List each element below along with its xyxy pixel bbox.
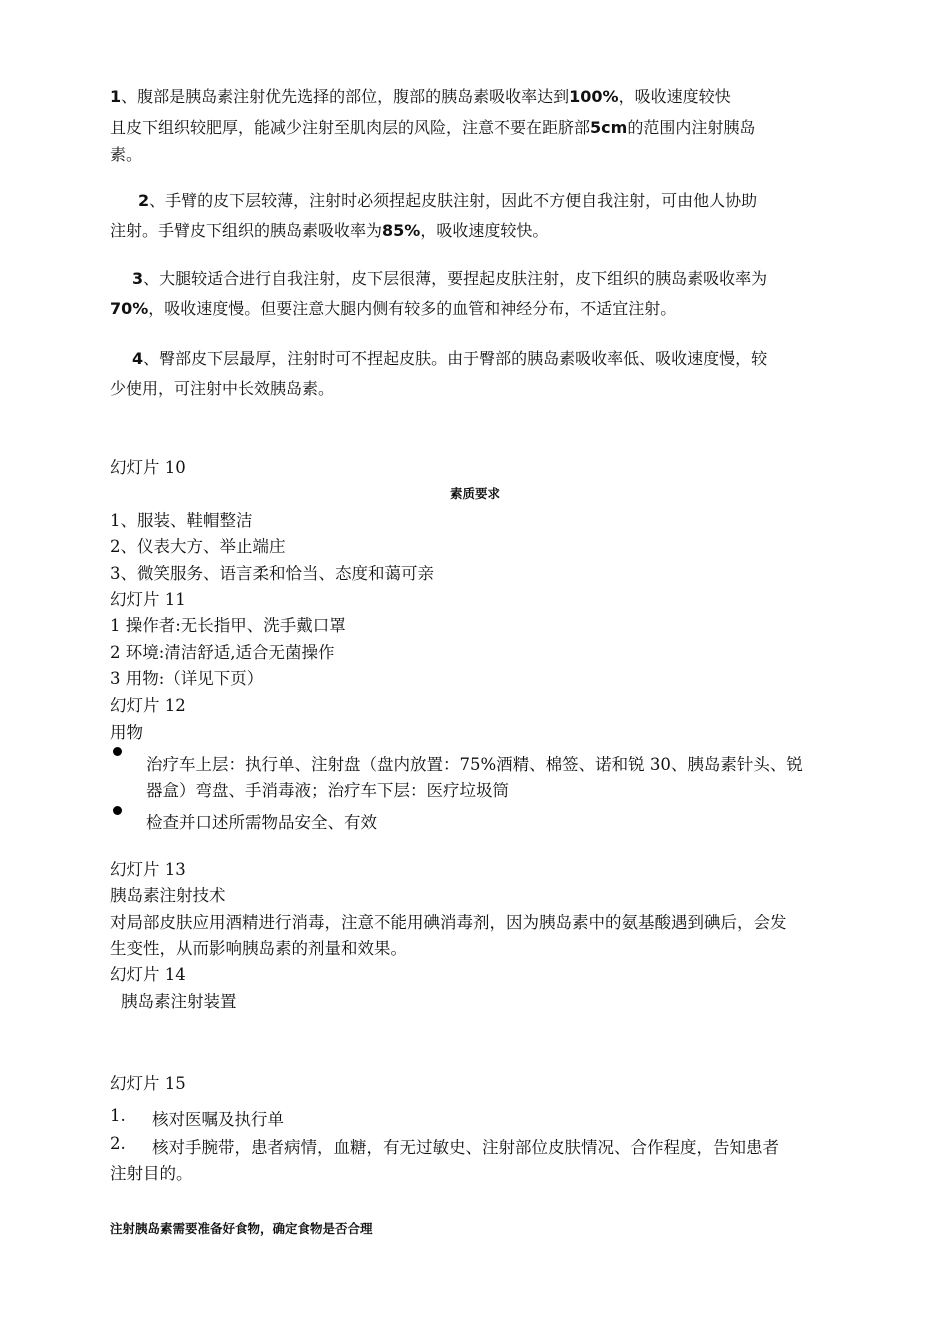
- para-1-line-2: 且皮下组织较肥厚，能减少注射至肌肉层的风险，注意不要在距脐部5cm的范围内注射胰岛: [110, 118, 756, 137]
- slide-13-label: 幻灯片 13: [110, 860, 186, 879]
- para-4-line-1: 4、臀部皮下层最厚，注射时可不捏起皮肤。由于臀部的胰岛素吸收率低、吸收速度慢，较: [132, 349, 768, 368]
- slide-12-bullet-1-line-1: 治疗车上层：执行单、注射盘（盘内放置：75%酒精、棉签、诺和锐 30、胰岛素针头、锐: [146, 755, 803, 774]
- para-1-line-1: 1、腹部是胰岛素注射优先选择的部位，腹部的胰岛素吸收率达到100%，吸收速度较快: [110, 87, 731, 106]
- slide-12-heading: 用物: [110, 723, 143, 742]
- slide-10-item-2: 2、仪表大方、举止端庄: [110, 537, 286, 556]
- bullet-dot: [113, 806, 122, 815]
- para-2-line-1: 2、手臂的皮下层较薄，注射时必须捏起皮肤注射，因此不方便自我注射，可由他人协助: [138, 191, 758, 210]
- slide-15-item-2-line-2: 注射目的。: [110, 1164, 193, 1183]
- slide-10-item-3: 3、微笑服务、语言柔和恰当、态度和蔼可亲: [110, 564, 434, 583]
- para-4-line-2: 少使用，可注射中长效胰岛素。: [110, 379, 335, 398]
- slide-14-label: 幻灯片 14: [110, 965, 186, 984]
- slide-15-item-1-text: 核对医嘱及执行单: [152, 1110, 284, 1129]
- slide-13-line-1: 对局部皮肤应用酒精进行消毒，注意不能用碘消毒剂，因为胰岛素中的氨基酸遇到碘后，会发: [110, 913, 787, 932]
- slide-12-label: 幻灯片 12: [110, 696, 186, 715]
- slide-14-heading: 胰岛素注射装置: [121, 992, 237, 1011]
- slide-10-title: 素质要求: [450, 486, 501, 501]
- para-3-line-1: 3、大腿较适合进行自我注射，皮下层很薄，要捏起皮肤注射，皮下组织的胰岛素吸收率为: [132, 269, 768, 288]
- slide-11-label: 幻灯片 11: [110, 590, 186, 609]
- slide-15-item-2-text: 核对手腕带，患者病情，血糖，有无过敏史、注射部位皮肤情况、合作程度，告知患者: [152, 1138, 779, 1157]
- slide-11-item-3: 3 用物:（详见下页）: [110, 669, 264, 688]
- para-2-line-2: 注射。手臂皮下组织的胰岛素吸收率为85%，吸收速度较快。: [110, 221, 549, 240]
- slide-10-label: 幻灯片 10: [110, 458, 186, 477]
- slide-11-item-2: 2 环境:清洁舒适,适合无菌操作: [110, 643, 335, 662]
- para-1-line-3: 素。: [110, 145, 143, 164]
- para-3-line-2: 70%，吸收速度慢。但要注意大腿内侧有较多的血管和神经分布，不适宜注射。: [110, 299, 677, 318]
- slide-12-bullet-1-line-2: 器盒）弯盘、手消毒液；治疗车下层：医疗垃圾筒: [146, 781, 509, 800]
- slide-12-bullet-2: 检查并口述所需物品安全、有效: [146, 813, 377, 832]
- slide-13-line-2: 生变性，从而影响胰岛素的剂量和效果。: [110, 939, 407, 958]
- slide-11-item-1: 1 操作者:无长指甲、洗手戴口罩: [110, 616, 346, 635]
- slide-15-item-2-number: 2.: [110, 1134, 126, 1153]
- slide-15-item-1-number: 1.: [110, 1106, 126, 1125]
- footnote: 注射胰岛素需要准备好食物，确定食物是否合理: [110, 1221, 373, 1236]
- slide-15-label: 幻灯片 15: [110, 1074, 186, 1093]
- slide-10-item-1: 1、服装、鞋帽整洁: [110, 511, 253, 530]
- slide-13-heading: 胰岛素注射技术: [110, 886, 226, 905]
- bullet-dot: [113, 747, 122, 756]
